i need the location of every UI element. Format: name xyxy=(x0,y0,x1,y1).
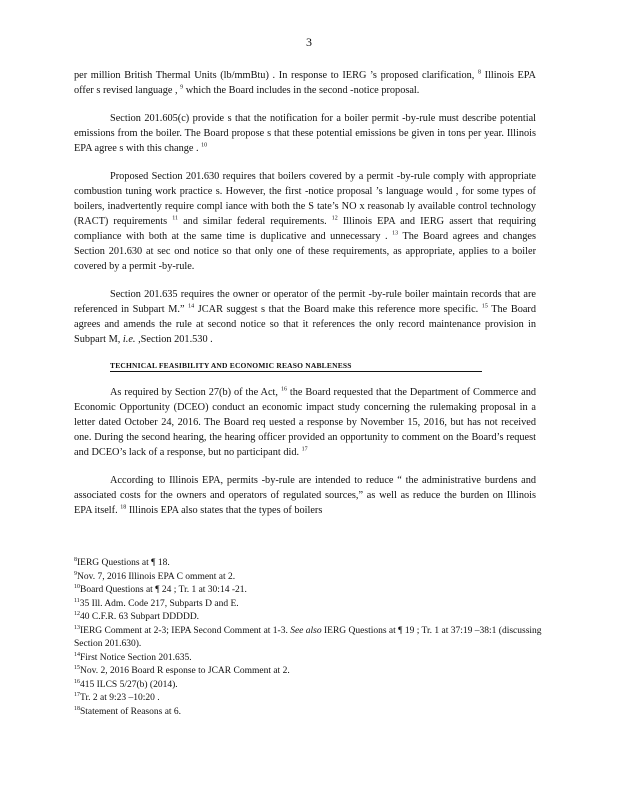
footnote xyxy=(74,598,544,612)
footnote xyxy=(74,625,544,652)
paragraph xyxy=(74,385,536,460)
footnote-number: 14 xyxy=(74,651,80,658)
footnote-number: 10 xyxy=(74,583,80,590)
footnote-ref: 8 xyxy=(477,69,481,76)
text-run: The Board agrees and amends the rule at second notice so that it references the only record maintenance provision in Subpart M, xyxy=(74,304,536,345)
text-run: 415 ILCS 5/27(b) (2014). xyxy=(80,679,178,690)
footnote-number: 12 xyxy=(74,610,80,617)
section-heading: TECHNICAL FEASIBILITY AND ECONOMIC REASO NABLENESS xyxy=(110,360,482,372)
footnote-number: 15 xyxy=(74,664,80,671)
text-run: and similar federal requirements. xyxy=(178,216,332,227)
text-run: ,Section 201.530 . xyxy=(135,334,213,345)
text-run: The Board agrees and changes Section 201.630 at sec ond notice so that only one of these requirements, as appropriate, applies to a boiler covered by a permit -by-rule. xyxy=(74,231,536,272)
footnote xyxy=(74,692,544,706)
text-run: First Notice Section 201.635. xyxy=(80,652,192,663)
text-run: As required by Section 27(b) of the Act, xyxy=(110,387,281,398)
text-run: Illinois EPA and IERG assert that requiring compliance with both at the same time is duplicative and unnecessary . xyxy=(74,216,536,242)
paragraph-group-2 xyxy=(74,385,536,518)
text-run: Statement of Reasons at 6. xyxy=(80,706,182,717)
text-run: Proposed Section 201.630 requires that boilers covered by a permit -by-rule comply with appropriate combustion tuning work practice s. However, the first -notice proposal ’s language would , for some types of boilers, inadvertently require compl iance with both the S tate’s NO x reasonab ly available control technology (RACT) requirements xyxy=(74,171,536,227)
footnote xyxy=(74,571,544,585)
footnote-number: 17 xyxy=(74,691,80,698)
footnote-ref: 12 xyxy=(331,215,338,222)
footnote-number: 18 xyxy=(74,705,80,712)
footnote-number: 16 xyxy=(74,678,80,685)
body-text xyxy=(74,68,536,518)
text-run: 35 Ill. Adm. Code 217, Subparts D and E. xyxy=(79,598,239,609)
footnote-number: 13 xyxy=(74,624,80,631)
footnote xyxy=(74,652,544,666)
text-run: According to Illinois EPA, permits -by-rule are intended to reduce “ the administrative burdens and associated costs for the owners and operators of regulated sources,” as well as reduce the burden on Illinois EPA itself. xyxy=(74,475,536,516)
footnote xyxy=(74,665,544,679)
paragraph xyxy=(74,68,536,98)
footnote-ref: 18 xyxy=(120,504,127,511)
paragraph xyxy=(74,169,536,274)
text-run: Nov. 7, 2016 Illinois EPA C omment at 2. xyxy=(77,571,236,582)
paragraph-group-1 xyxy=(74,68,536,347)
footnote-ref: 14 xyxy=(188,303,195,310)
footnote-ref: 16 xyxy=(280,386,287,393)
footnote-number: 8 xyxy=(74,556,77,563)
text-run: IERG Comment at 2-3; IEPA Second Comment at 1-3. xyxy=(80,625,291,636)
text-run: JCAR suggest s that the Board make this reference more specific. xyxy=(194,304,482,315)
paragraph xyxy=(74,473,536,518)
text-run: 40 C.F.R. 63 Subpart DDDDD. xyxy=(80,612,200,622)
italic-text: See also xyxy=(290,625,322,636)
text-run: the Board requested that the Department of Commerce and Economic Opportunity (DCEO) conduct an economic impact study concerning the rulemaking proposal in a letter dated October 24, 2016. The Board req uested a response by November 15, 2016, but has not received one. During the second hearing, the hearing officer provided an opportunity to comment on the Board’s request and DCEO’s lack of a response, but no participant did. xyxy=(74,387,537,458)
text-run: Nov. 2, 2016 Board R esponse to JCAR Comment at 2. xyxy=(80,666,290,676)
footnote xyxy=(74,706,544,720)
footnote xyxy=(74,679,544,693)
text-run: Board Questions at ¶ 24 ; Tr. 1 at 30:14 -21. xyxy=(80,585,247,595)
text-run: Section 201.635 requires the owner or operator of the permit -by-rule boiler maintain records that are referenced in Subpart M.” xyxy=(74,289,536,315)
text-run: Tr. 2 at 9:23 –10:20 . xyxy=(80,693,160,703)
text-run: which the Board includes in the second -notice proposal. xyxy=(183,85,420,96)
paragraph xyxy=(74,111,536,156)
text-run: Illinois EPA offer s revised language , xyxy=(74,70,536,96)
italic-text: i.e. xyxy=(122,334,136,345)
footnote-number: 11 xyxy=(74,597,80,604)
footnote xyxy=(74,584,544,598)
footnote-ref: 17 xyxy=(301,446,308,453)
text-run: IERG Questions at ¶ 18. xyxy=(77,558,170,568)
footnote-ref: 15 xyxy=(481,303,488,310)
text-run: Section 201.605(c) provide s that the notification for a boiler permit -by-rule must describe potential emissions from the boiler. The Board propose s that these potential emissions be given in tons per year. Illinois EPA agree s with this change . xyxy=(74,113,536,154)
footnote-ref: 13 xyxy=(392,230,399,237)
footnote-ref: 10 xyxy=(201,142,208,149)
text-run: IERG Questions at ¶ 19 ; Tr. 1 at 37:19 –38:1 (discussing Section 201.630). xyxy=(74,625,542,649)
footnote-ref: 11 xyxy=(172,215,179,222)
page-number: 3 xyxy=(306,35,312,49)
text-run: per million British Thermal Units (lb/mmBtu) . In response to IERG ’s proposed clarification, xyxy=(74,70,478,81)
footnote xyxy=(74,611,544,625)
footnotes xyxy=(74,557,544,719)
footnote-ref: 9 xyxy=(180,84,184,91)
footnote xyxy=(74,557,544,571)
footnote-number: 9 xyxy=(74,570,77,577)
text-run: Illinois EPA also states that the types of boilers xyxy=(126,505,323,516)
paragraph xyxy=(74,287,536,347)
